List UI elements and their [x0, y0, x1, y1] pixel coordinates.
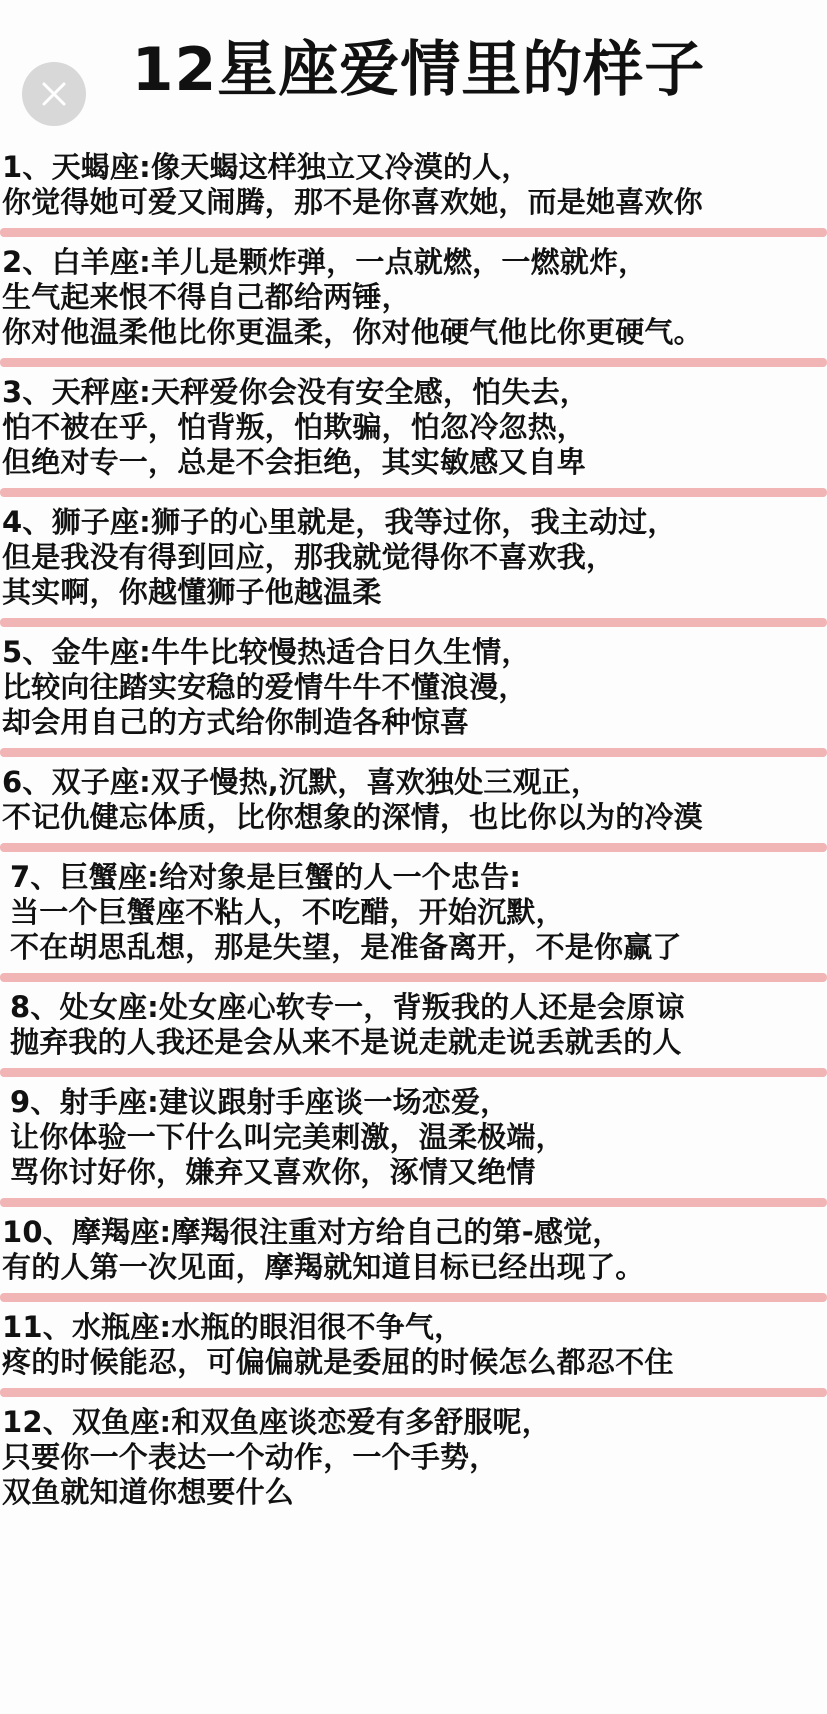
entry-line: 比较向往踏实安稳的爱情牛牛不懂浪漫， — [2, 670, 528, 704]
entry-line: 9、射手座:建议跟射手座谈一场恋爱， — [10, 1085, 510, 1119]
entry-line: 不记仇健忘体质，比你想象的深情，也比你以为的冷漠 — [2, 800, 703, 834]
zodiac-entry-aquarius — [0, 1310, 827, 1380]
zodiac-entry-virgo — [0, 990, 827, 1060]
entry-line: 5、金牛座:牛牛比较慢热适合日久生情， — [2, 635, 531, 669]
zodiac-entry-aries — [0, 245, 827, 350]
divider — [0, 1068, 827, 1077]
entry-line: 4、狮子座:狮子的心里就是，我等过你，我主动过， — [2, 505, 677, 539]
entry-line: 6、双子座:双子慢热,沉默，喜欢独处三观正， — [2, 765, 601, 799]
zodiac-entry-libra — [0, 375, 827, 480]
divider — [0, 748, 827, 757]
zodiac-entry-sagittarius — [0, 1085, 827, 1190]
divider — [0, 358, 827, 367]
divider — [0, 228, 827, 237]
zodiac-entry-scorpio — [0, 150, 827, 220]
zodiac-entry-gemini — [0, 765, 827, 835]
entry-line: 你觉得她可爱又闹腾，那不是你喜欢她，而是她喜欢你 — [2, 185, 703, 219]
entry-line: 当一个巨蟹座不粘人，不吃醋，开始沉默， — [10, 895, 565, 929]
zodiac-entry-pisces — [0, 1405, 827, 1510]
entry-line: 不在胡思乱想，那是失望，是准备离开，不是你赢了 — [10, 930, 682, 964]
divider — [0, 1293, 827, 1302]
entry-line: 但绝对专一，总是不会拒绝，其实敏感又自卑 — [2, 445, 587, 479]
entry-line: 但是我没有得到回应，那我就觉得你不喜欢我， — [2, 540, 616, 574]
entry-line: 你对他温柔他比你更温柔，你对他硬气他比你更硬气。 — [2, 315, 703, 349]
entry-line: 11、水瓶座:水瓶的眼泪很不争气， — [2, 1310, 464, 1344]
entry-line: 抛弃我的人我还是会从来不是说走就走说丢就丢的人 — [10, 1025, 682, 1059]
divider — [0, 973, 827, 982]
entry-line: 8、处女座:处女座心软专一，背叛我的人还是会原谅 — [10, 990, 685, 1024]
entry-line: 12、双鱼座:和双鱼座谈恋爱有多舒服呢， — [2, 1405, 551, 1439]
zodiac-entry-capricorn — [0, 1215, 827, 1285]
entry-line: 10、摩羯座:摩羯很注重对方给自己的第-感觉， — [2, 1215, 622, 1249]
entry-line: 生气起来恨不得自己都给两锤， — [2, 280, 411, 314]
divider — [0, 1388, 827, 1397]
entry-line: 3、天秤座:天秤爱你会没有安全感，怕失去， — [2, 375, 589, 409]
entry-line: 怕不被在乎，怕背叛，怕欺骗，怕忽冷忽热， — [2, 410, 587, 444]
entry-line: 7、巨蟹座:给对象是巨蟹的人一个忠告: — [10, 860, 522, 894]
zodiac-entry-taurus — [0, 635, 827, 740]
entry-line: 只要你一个表达一个动作，一个手势， — [2, 1440, 499, 1474]
page-title: 12星座爱情里的样子 — [131, 35, 706, 105]
divider — [0, 1198, 827, 1207]
entry-line: 让你体验一下什么叫完美刺激，温柔极端， — [10, 1120, 565, 1154]
zodiac-list — [0, 150, 827, 1510]
zodiac-entry-cancer — [0, 860, 827, 965]
divider — [0, 843, 827, 852]
zodiac-entry-leo — [0, 505, 827, 610]
entry-line: 骂你讨好你，嫌弃又喜欢你，涿情又绝情 — [10, 1155, 536, 1189]
entry-line: 却会用自己的方式给你制造各种惊喜 — [2, 705, 470, 739]
entry-line: 疼的时候能忍，可偏偏就是委屈的时候怎么都忍不住 — [2, 1345, 674, 1379]
entry-line: 双鱼就知道你想要什么 — [2, 1475, 295, 1509]
entry-line: 1、天蝎座:像天蝎这样独立又冷漠的人， — [2, 150, 531, 184]
entry-line: 其实啊，你越懂狮子他越温柔 — [2, 575, 382, 609]
entry-line: 有的人第一次见面，摩羯就知道目标已经出现了。 — [2, 1250, 645, 1284]
entry-line: 2、白羊座:羊儿是颗炸弹，一点就燃，一燃就炸， — [2, 245, 648, 279]
divider — [0, 618, 827, 627]
divider — [0, 488, 827, 497]
